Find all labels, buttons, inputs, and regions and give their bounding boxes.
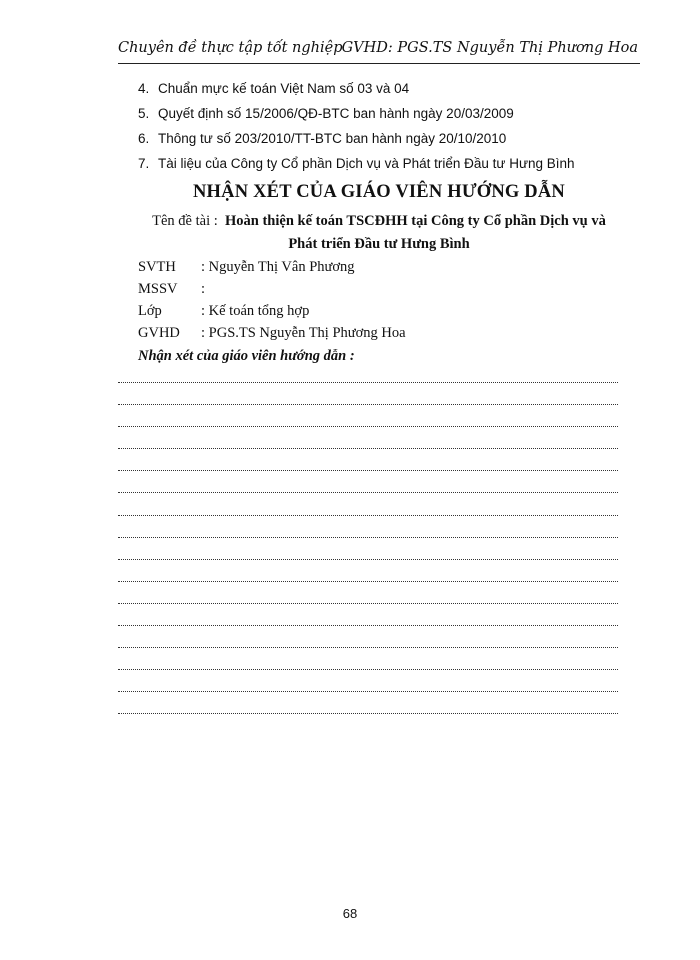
info-value: : xyxy=(201,281,206,297)
dotted-line xyxy=(118,641,618,663)
page-header xyxy=(118,40,638,62)
header-right-text: GVHD: PGS.TS Nguyễn Thị Phương Hoa xyxy=(341,40,638,56)
reference-item xyxy=(138,131,638,156)
reference-text: Tài liệu của Công ty Cổ phần Dịch vụ và Phát triển Đầu tư Hưng Bình xyxy=(158,156,575,171)
reference-number: 5. xyxy=(138,106,150,121)
dotted-line xyxy=(118,376,618,398)
dotted-line xyxy=(118,707,618,729)
info-row xyxy=(138,302,618,324)
reference-number: 7. xyxy=(138,156,150,171)
topic-line-1 xyxy=(118,213,640,230)
reference-list xyxy=(138,81,638,181)
reference-item xyxy=(138,81,638,106)
dotted-line xyxy=(118,575,618,597)
info-label: Lớp xyxy=(138,303,162,319)
comment-label: Nhận xét của giáo viên hướng dẫn : xyxy=(138,348,355,364)
page-number: 68 xyxy=(342,906,358,921)
reference-item xyxy=(138,156,638,181)
info-row xyxy=(138,258,618,280)
topic-title-line-1: Hoàn thiện kế toán TSCĐHH tại Công ty Cổ phần Dịch vụ và xyxy=(225,213,606,229)
dotted-line xyxy=(118,685,618,707)
dotted-line xyxy=(118,531,618,553)
dotted-line xyxy=(118,486,618,508)
info-label: MSSV xyxy=(138,281,178,297)
dotted-line xyxy=(118,619,618,641)
reference-text: Quyết định số 15/2006/QĐ-BTC ban hành ngày 20/03/2009 xyxy=(158,106,514,121)
topic-label: Tên đề tài : xyxy=(152,213,218,229)
info-label: GVHD xyxy=(138,325,180,341)
dotted-line xyxy=(118,398,618,420)
reference-item xyxy=(138,106,638,131)
dotted-line xyxy=(118,509,618,531)
info-value: : Kế toán tổng hợp xyxy=(201,303,310,319)
dotted-line xyxy=(118,663,618,685)
info-row xyxy=(138,324,618,346)
comment-lines xyxy=(118,376,618,730)
header-left-text: Chuyên đề thực tập tốt nghiệp xyxy=(118,40,343,56)
dotted-line xyxy=(118,597,618,619)
dotted-line xyxy=(118,420,618,442)
dotted-line xyxy=(118,464,618,486)
page-title: NHẬN XÉT CỦA GIÁO VIÊN HƯỚNG DẪN xyxy=(193,182,565,202)
info-value: : PGS.TS Nguyễn Thị Phương Hoa xyxy=(201,325,406,341)
reference-text: Chuẩn mực kế toán Việt Nam số 03 và 04 xyxy=(158,81,410,96)
reference-number: 4. xyxy=(138,81,150,96)
info-row xyxy=(138,280,618,302)
dotted-line xyxy=(118,442,618,464)
student-info xyxy=(138,258,618,346)
reference-text: Thông tư số 203/2010/TT-BTC ban hành ngày 20/10/2010 xyxy=(158,131,507,146)
dotted-line xyxy=(118,553,618,575)
topic-title-line-2: Phát triển Đầu tư Hưng Bình xyxy=(288,236,470,252)
reference-number: 6. xyxy=(138,131,150,146)
info-label: SVTH xyxy=(138,259,176,275)
header-rule xyxy=(118,63,640,64)
info-value: : Nguyễn Thị Vân Phương xyxy=(201,259,355,275)
